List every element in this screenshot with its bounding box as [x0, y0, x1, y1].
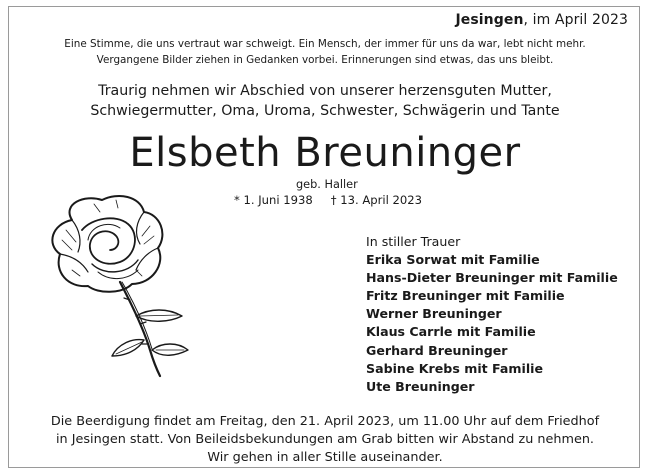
mourners-list	[366, 233, 618, 396]
intro-line: Schwiegermutter, Oma, Uroma, Schwester, Schwägerin und Tante	[90, 103, 560, 119]
mourner-name: Erika Sorwat mit Familie	[366, 252, 540, 268]
funeral-line: in Jesingen statt. Von Beileidsbekundungen am Grab bitten wir Abstand zu nehmen.	[56, 432, 594, 447]
death-date: † 13. April 2023	[330, 193, 423, 207]
place-date	[455, 12, 628, 28]
life-dates	[234, 193, 440, 207]
funeral-line: Wir gehen in aller Stille auseinander.	[207, 450, 443, 465]
rose-icon	[32, 190, 202, 378]
intro-line: Traurig nehmen wir Abschied von unserer herzensguten Mutter,	[98, 83, 552, 99]
funeral-notice	[10, 413, 640, 467]
maiden-name: geb. Haller	[296, 178, 358, 191]
intro-text	[10, 81, 640, 121]
mourner-name: Hans-Dieter Breuninger mit Familie	[366, 270, 618, 286]
mourner-name: Werner Breuninger	[366, 306, 502, 322]
motto	[10, 37, 640, 68]
birth-date: * 1. Juni 1938	[234, 193, 313, 207]
mourner-name: Ute Breuninger	[366, 378, 475, 394]
mourner-name: Sabine Krebs mit Familie	[366, 360, 544, 376]
notice-date: , im April 2023	[523, 12, 628, 28]
place: Jesingen	[455, 12, 524, 28]
motto-line: Eine Stimme, die uns vertraut war schweigt. Ein Mensch, der immer für uns da war, lebt nicht mehr.	[64, 38, 586, 50]
mourner-name: Klaus Carrle mit Familie	[366, 324, 536, 340]
mourner-name: Fritz Breuninger mit Familie	[366, 288, 565, 304]
funeral-line: Die Beerdigung findet am Freitag, den 21. April 2023, um 11.00 Uhr auf dem Friedhof	[50, 414, 600, 429]
deceased-name: Elsbeth Breuninger	[129, 130, 521, 176]
mourner-name: Gerhard Breuninger	[366, 342, 508, 358]
mourners-lead: In stiller Trauer	[366, 234, 461, 249]
motto-line: Vergangene Bilder ziehen in Gedanken vorbei. Erinnerungen sind etwas, das uns bleibt.	[96, 53, 554, 66]
